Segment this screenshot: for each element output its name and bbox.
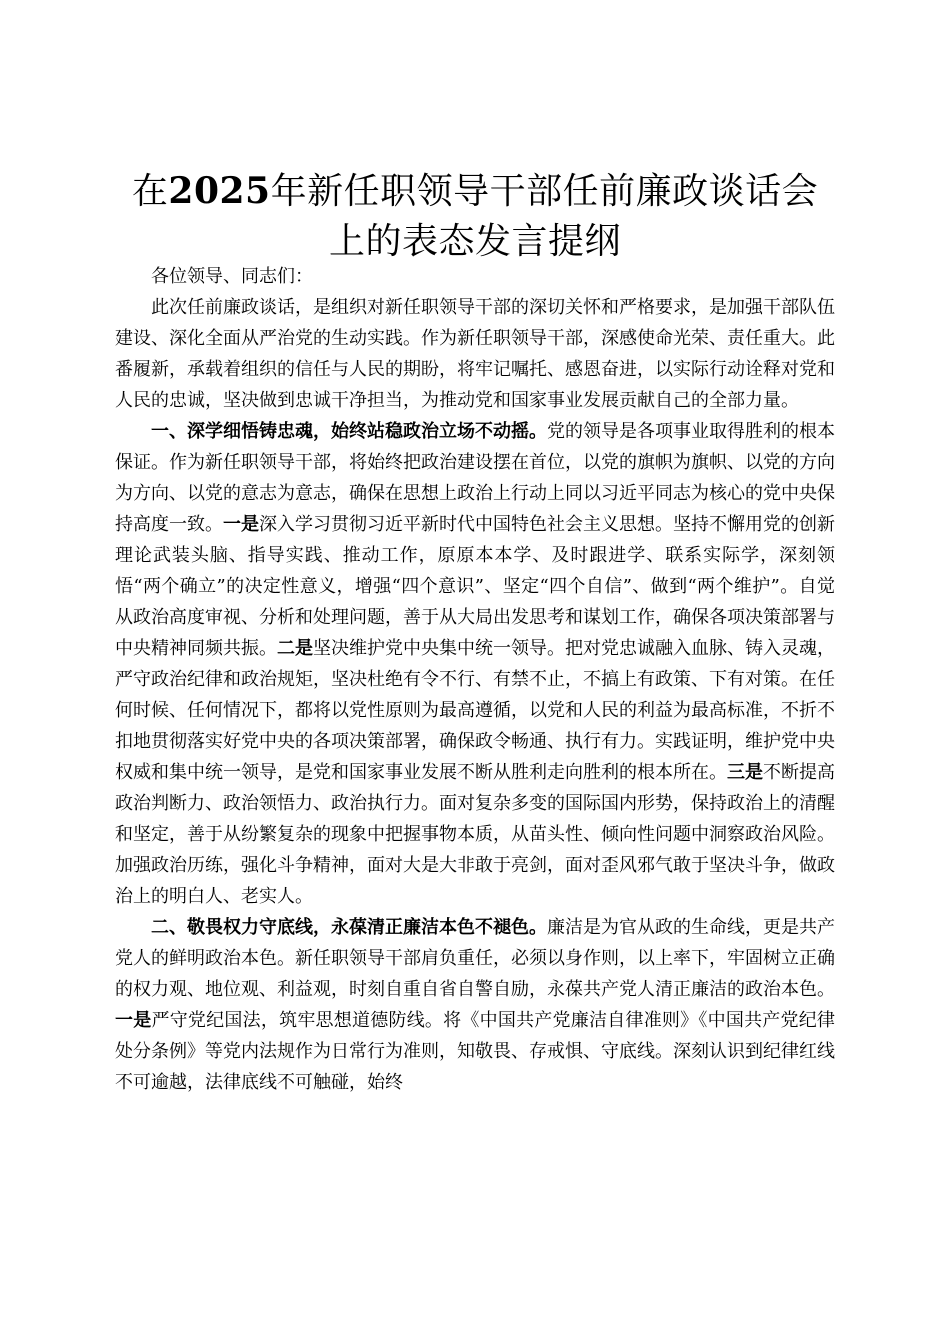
section-1-point-2-label: 二是: [277, 638, 313, 659]
section-1-point-1-label: 一是: [223, 514, 259, 535]
section-1-point-3-label: 三是: [727, 762, 763, 783]
section-2-point-1-label: 一是: [115, 1010, 152, 1031]
title-year: 2025: [168, 170, 271, 212]
title-suffix: 年新任职领导干部任前廉政谈话会上的表态发言提纲: [270, 171, 819, 262]
section-1-point-1-text: 深入学习贯彻习近平新时代中国特色社会主义思想。坚持不懈用党的创新理论武装头脑、指导实践、推动工作，原原本本学、及时跟进学、联系实际学，深刻领悟“两个确立”的决定性意义，增强“四个意识”、坚定“四个自信”、做到“两个维护”。自觉从政治高度审视、分析和处理问题，善于从大局出发思考和谋划工作，确保各项决策部署与中央精神同频共振。: [115, 514, 835, 659]
greeting: 各位领导、同志们：: [151, 266, 313, 287]
section-2-heading: 二、敬畏权力守底线，永葆清正廉洁本色不褪色。: [151, 917, 547, 938]
section-1-point-3-text: 不断提高政治判断力、政治领悟力、政治执行力。面对复杂多变的国际国内形势，保持政治上的清醒和坚定，善于从纷繁复杂的现象中把握事物本质，从苗头性、倾向性问题中洞察政治风险。加强政治历练，强化斗争精神，面对大是大非敢于亮剑，面对歪风邪气敢于坚决斗争，做政治上的明白人、老实人。: [115, 762, 835, 907]
document-body: [115, 261, 835, 1098]
section-2-paragraph: [115, 912, 835, 1098]
section-2-lead: 廉洁是为官从政的生命线，更是共产党人的鲜明政治本色。新任职领导干部肩负重任，必须以身作则，以上率下，牢固树立正确的权力观、地位观、利益观，时刻自重自省自警自励，永葆共产党人清正廉洁的政治本色。: [115, 917, 835, 1000]
section-1-paragraph: [115, 416, 835, 912]
intro-paragraph: 此次任前廉政谈话，是组织对新任职领导干部的深切关怀和严格要求，是加强干部队伍建设、深化全面从严治党的生动实践。作为新任职领导干部，深感使命光荣、责任重大。此番履新，承载着组织的信任与人民的期盼，将牢记嘱托、感恩奋进，以实际行动诠释对党和人民的忠诚，坚决做到忠诚干净担当，为推动党和国家事业发展贡献自己的全部力量。: [115, 297, 835, 411]
title-prefix: 在: [131, 171, 169, 212]
document-title: [115, 166, 835, 267]
section-1-lead: 党的领导是各项事业取得胜利的根本保证。作为新任职领导干部，将始终把政治建设摆在首位，以党的旗帜为旗帜、以党的方向为方向、以党的意志为意志，确保在思想上政治上行动上同以习近平同志为核心的党中央保持高度一致。: [115, 421, 835, 535]
section-2-point-1-text: 严守党纪国法，筑牢思想道德防线。将《中国共产党廉洁自律准则》《中国共产党纪律处分条例》等党内法规作为日常行为准则，知敬畏、存戒惧、守底线。深刻认识到纪律红线不可逾越，法律底线不可触碰，始终: [115, 1010, 836, 1093]
section-1-point-2-text: 坚决维护党中央集中统一领导。把对党忠诚融入血脉、铸入灵魂，严守政治纪律和政治规矩，坚决杜绝有令不行、有禁不止，不搞上有政策、下有对策。在任何时候、任何情况下，都将以党性原则为最高遵循，以党和人民的利益为最高标准，不折不扣地贯彻落实好党中央的各项决策部署，确保政令畅通、执行有力。实践证明，维护党中央权威和集中统一领导，是党和国家事业发展不断从胜利走向胜利的根本所在。: [115, 638, 835, 783]
section-1-heading: 一、深学细悟铸忠魂，始终站稳政治立场不动摇。: [151, 421, 547, 442]
